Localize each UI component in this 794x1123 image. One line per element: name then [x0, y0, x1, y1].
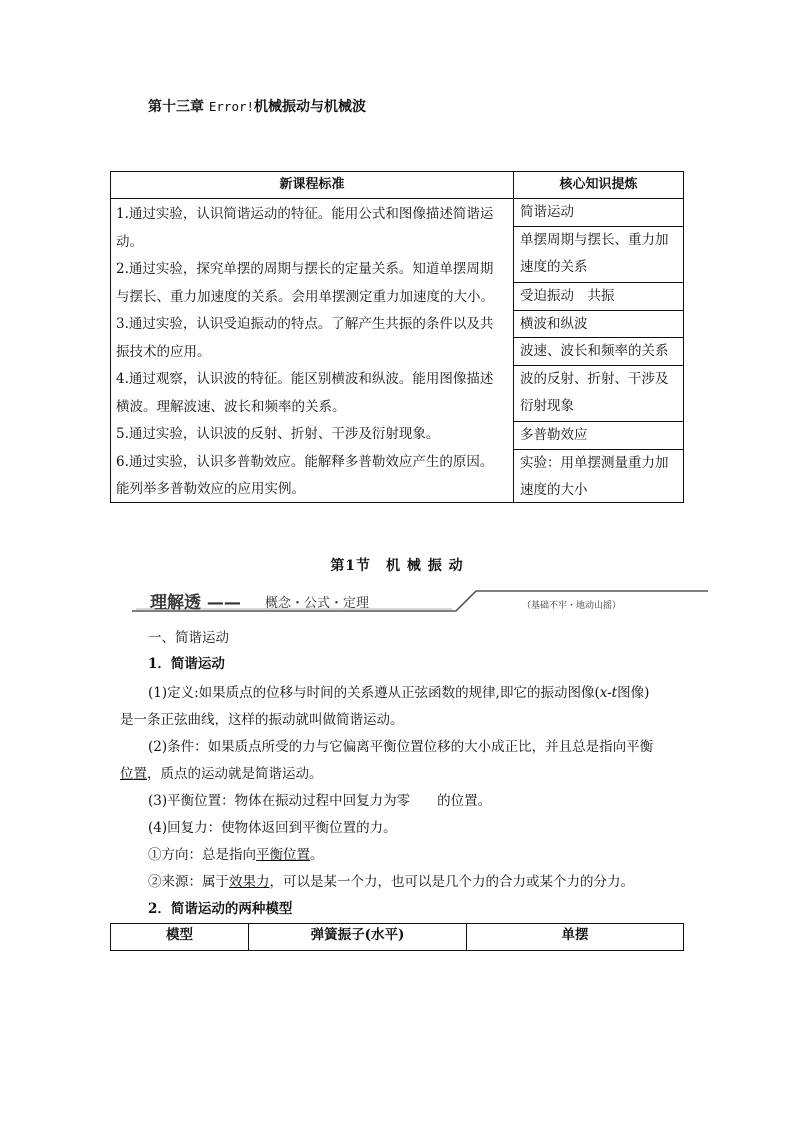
standards-line: 能列举多普勒效应的应用实例。 — [116, 481, 305, 497]
definition-line-2: 是一条正弦曲线，这样的振动就叫做简谐运动。 — [120, 712, 404, 728]
core-knowledge-cell — [514, 366, 683, 422]
core-knowledge-line: 速度的大小 — [520, 482, 588, 498]
direction-text: ①方向：总是指向 — [148, 847, 256, 863]
core-knowledge-cell — [514, 450, 683, 502]
chapter-prefix: 第十三章 — [148, 99, 204, 115]
chapter-error-text: Error! — [208, 99, 255, 114]
definition-text: (1)定义:如果质点的位移与时间的关系遵从正弦函数的规律,即它的振动图像( — [148, 685, 600, 701]
heading-simple-harmonic-motion: 1．简谐运动 — [148, 656, 225, 672]
models-table — [110, 923, 684, 951]
core-knowledge-line: 衍射现象 — [520, 398, 574, 414]
core-knowledge-line: 横波和纵波 — [520, 316, 588, 332]
standards-line: 横波。理解波速、波长和频率的关系。 — [116, 398, 346, 415]
definition-text-end: 图像) — [617, 685, 650, 701]
core-knowledge-cell — [514, 422, 683, 450]
core-knowledge-line: 多普勒效应 — [520, 427, 588, 443]
banner-subtitle: 概念・公式・定理 — [265, 596, 370, 611]
standards-line: 4.通过观察，认识波的特征。能区别横波和纵波。能用图像描述 — [116, 371, 494, 387]
direction-line — [148, 843, 324, 863]
core-knowledge-cell — [514, 227, 683, 283]
definition-line — [148, 681, 649, 701]
heading-two-models: 2．简谐运动的两种模型 — [148, 901, 293, 917]
condition-line-2 — [120, 762, 323, 782]
core-knowledge-line: 速度的关系 — [520, 259, 588, 275]
standards-line: 动。 — [116, 233, 143, 250]
heading-simple-harmonic: 一、简谐运动 — [148, 630, 229, 646]
core-knowledge-cell — [514, 311, 683, 338]
condition-underlined: 位置 — [120, 766, 147, 782]
banner-title-text: 理解透 — [150, 593, 201, 613]
core-knowledge-line: 单摆周期与摆长、重力加 — [520, 232, 669, 248]
core-knowledge-line: 实验：用单摆测量重力加 — [520, 455, 669, 471]
core-knowledge-line: 波速、波长和频率的关系 — [520, 343, 669, 359]
equilibrium-line: (3)平衡位置：物体在振动过程中回复力为零 的位置。 — [148, 793, 492, 809]
standards-header: 新课程标准 — [111, 172, 514, 199]
standards-line: 与摆长、重力加速度的关系。会用单摆测定重力加速度的大小。 — [116, 288, 494, 305]
source-text-end: ，可以是某一个力，也可以是几个力的合力或某个力的分力。 — [269, 874, 634, 890]
standards-line: 5.通过实验，认识波的反射、折射、干涉及衍射现象。 — [116, 426, 440, 442]
chapter-name: 机械振动与机械波 — [254, 99, 367, 115]
core-knowledge-line: 简谐运动 — [520, 204, 574, 220]
source-underlined: 效果力 — [229, 874, 270, 890]
banner-note: （基础不牢・地动山摇） — [522, 601, 622, 611]
standards-line: 1.通过实验，认识简谐运动的特征。能用公式和图像描述简谐运 — [116, 206, 494, 222]
banner-dash: —— — [206, 593, 241, 613]
condition-text: ，质点的运动就是简谐运动。 — [147, 766, 323, 782]
models-col-spring: 弹簧振子(水平) — [249, 924, 467, 950]
standards-line: 振技术的应用。 — [116, 343, 211, 360]
standards-text — [111, 199, 514, 502]
core-knowledge-cell — [514, 199, 683, 227]
standards-table — [110, 171, 684, 503]
banner-title — [150, 588, 241, 613]
standards-line: 2.通过实验，探究单摆的周期与摆长的定量关系。知道单摆周期 — [116, 261, 494, 277]
source-text: ②来源：属于 — [148, 874, 229, 890]
chapter-title — [148, 96, 366, 116]
section-title: 第1节 机 械 振 动 — [330, 558, 464, 574]
standards-line: 3.通过实验，认识受迫振动的特点。了解产生共振的条件以及共 — [116, 316, 494, 332]
condition-line: (2)条件：如果质点所受的力与它偏离平衡位置位移的大小成正比，并且总是指向平衡 — [148, 739, 654, 755]
core-knowledge-header: 核心知识提炼 — [514, 172, 683, 199]
core-knowledge-cell — [514, 338, 683, 366]
source-line — [148, 870, 634, 890]
core-knowledge-line: 受迫振动 共振 — [520, 288, 615, 304]
standards-line: 6.通过实验，认识多普勒效应。能解释多普勒效应产生的原因。 — [116, 453, 494, 470]
direction-underlined: 平衡位置 — [256, 847, 310, 863]
models-col-pendulum: 单摆 — [561, 927, 589, 943]
definition-italic: x-t — [599, 685, 618, 701]
core-knowledge-cell — [514, 283, 683, 311]
direction-end: 。 — [310, 847, 324, 863]
models-col-model: 模型 — [111, 924, 249, 950]
restoring-force-line: (4)回复力：使物体返回到平衡位置的力。 — [148, 820, 397, 836]
core-knowledge-line: 波的反射、折射、干涉及 — [520, 371, 669, 387]
